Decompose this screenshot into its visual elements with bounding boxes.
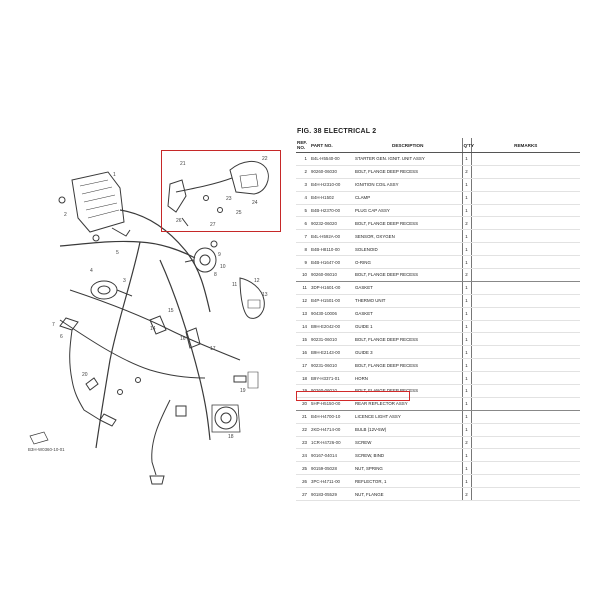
part-number: 90167-04014 xyxy=(310,449,354,462)
part-number: B9Y-H3371-01 xyxy=(310,372,354,385)
callout-25: 25 xyxy=(236,210,242,216)
callout-3: 3 xyxy=(123,278,126,284)
callout-18: 18 xyxy=(228,434,234,440)
ref-number: 21 xyxy=(296,410,310,423)
quantity: 1 xyxy=(462,346,471,359)
remarks xyxy=(471,436,580,449)
description: IGNITION COIL ASSY xyxy=(354,178,462,191)
description: LICENCE LIGHT ASSY xyxy=(354,410,462,423)
quantity: 2 xyxy=(462,165,471,178)
description: CLAMP xyxy=(354,191,462,204)
description: SCREW, BIND xyxy=(354,449,462,462)
quantity: 1 xyxy=(462,243,471,256)
table-row xyxy=(296,346,580,359)
part-number: B4H-H2310-00 xyxy=(310,178,354,191)
table-row xyxy=(296,320,580,333)
quantity: 1 xyxy=(462,153,471,166)
remarks xyxy=(471,243,580,256)
table-row xyxy=(296,230,580,243)
callout-6: 6 xyxy=(60,334,63,340)
ref-number: 7 xyxy=(296,230,310,243)
callout-22: 22 xyxy=(262,156,268,162)
header-qty: Q'TY xyxy=(462,138,471,153)
table-row xyxy=(296,256,580,269)
quantity: 1 xyxy=(462,281,471,294)
part-number: 90260-06010 xyxy=(310,269,354,282)
diagram-highlight-box xyxy=(161,150,281,232)
table-row xyxy=(296,359,580,372)
ref-number: 22 xyxy=(296,423,310,436)
quantity: 1 xyxy=(462,462,471,475)
remarks xyxy=(471,462,580,475)
table-highlight-licence-light xyxy=(296,391,410,401)
ref-number: 20 xyxy=(296,397,310,410)
remarks xyxy=(471,256,580,269)
table-row xyxy=(296,269,580,282)
quantity: 1 xyxy=(462,333,471,346)
quantity: 1 xyxy=(462,178,471,191)
description: O-RING xyxy=(354,256,462,269)
table-row xyxy=(296,178,580,191)
description: BOLT, FLANGE DEEP RECESS xyxy=(354,165,462,178)
part-number: 90159-05028 xyxy=(310,462,354,475)
callout-27: 27 xyxy=(210,222,216,228)
ref-number: 5 xyxy=(296,204,310,217)
table-row xyxy=(296,449,580,462)
part-number: 5HP-H5150-00 xyxy=(310,397,354,410)
ref-number: 12 xyxy=(296,294,310,307)
remarks xyxy=(471,204,580,217)
remarks xyxy=(471,410,580,423)
table-row xyxy=(296,165,580,178)
table-row xyxy=(296,217,580,230)
callout-1: 1 xyxy=(113,172,116,178)
callout-11: 11 xyxy=(232,282,238,288)
table-row xyxy=(296,410,580,423)
description: PLUG CAP ASSY xyxy=(354,204,462,217)
quantity: 1 xyxy=(462,230,471,243)
description: GUIDE 1 xyxy=(354,320,462,333)
callout-5: 5 xyxy=(116,250,119,256)
callout-16: 16 xyxy=(180,336,186,342)
description: HORN xyxy=(354,372,462,385)
ref-number: 25 xyxy=(296,462,310,475)
ref-number: 19 xyxy=(296,385,310,398)
ref-number: 16 xyxy=(296,346,310,359)
description: GUIDE 3 xyxy=(354,346,462,359)
part-number: 3PC-H4711-00 xyxy=(310,475,354,488)
table-row xyxy=(296,191,580,204)
ref-number: 27 xyxy=(296,488,310,501)
callout-21: 21 xyxy=(180,161,186,167)
description: BULB (12V-5W) xyxy=(354,423,462,436)
ref-number: 6 xyxy=(296,217,310,230)
remarks xyxy=(471,488,580,501)
ref-number: 23 xyxy=(296,436,310,449)
remarks xyxy=(471,191,580,204)
callout-13: 13 xyxy=(262,292,268,298)
exploded-parts-diagram xyxy=(0,0,300,600)
ref-number: 9 xyxy=(296,256,310,269)
part-number: 90260-06030 xyxy=(310,165,354,178)
callout-17: 17 xyxy=(210,346,216,352)
table-row xyxy=(296,204,580,217)
description: BOLT, FLANGE DEEP RECESS xyxy=(354,217,462,230)
description: NUT, FLANGE xyxy=(354,488,462,501)
quantity: 2 xyxy=(462,217,471,230)
callout-8: 8 xyxy=(214,272,217,278)
quantity: 1 xyxy=(462,449,471,462)
ref-number: 13 xyxy=(296,307,310,320)
description: BOLT, FLANGE DEEP RECESS xyxy=(354,385,462,398)
description: REAR REFLECTOR ASSY xyxy=(354,397,462,410)
ref-number: 14 xyxy=(296,320,310,333)
quantity: 1 xyxy=(462,294,471,307)
part-number: 90231-06010 xyxy=(310,333,354,346)
part-number: B4H-H4700-10 xyxy=(310,410,354,423)
callout-19: 19 xyxy=(240,388,246,394)
quantity: 1 xyxy=(462,410,471,423)
description: GASKET xyxy=(354,307,462,320)
parts-table-header xyxy=(296,138,580,153)
part-number: B4B-H1647-00 xyxy=(310,256,354,269)
remarks xyxy=(471,449,580,462)
remarks xyxy=(471,333,580,346)
table-row xyxy=(296,281,580,294)
callout-20: 20 xyxy=(82,372,88,378)
callout-14: 14 xyxy=(150,326,156,332)
table-row xyxy=(296,243,580,256)
description: BOLT, FLANGE DEEP RECESS xyxy=(354,359,462,372)
part-number: 3DP-H1601-00 xyxy=(310,281,354,294)
ref-number: 1 xyxy=(296,153,310,166)
ref-number: 17 xyxy=(296,359,310,372)
ref-number: 11 xyxy=(296,281,310,294)
part-number: B9H-E2143-00 xyxy=(310,346,354,359)
quantity: 1 xyxy=(462,372,471,385)
callout-24: 24 xyxy=(252,200,258,206)
header-remarks: REMARKS xyxy=(471,138,580,153)
quantity: 1 xyxy=(462,423,471,436)
part-number: B4H-H1502 xyxy=(310,191,354,204)
remarks xyxy=(471,281,580,294)
remarks xyxy=(471,294,580,307)
description: SENSOR, OXYGEN xyxy=(354,230,462,243)
callout-23: 23 xyxy=(226,196,232,202)
callout-4: 4 xyxy=(90,268,93,274)
remarks xyxy=(471,397,580,410)
remarks xyxy=(471,372,580,385)
part-number: 90183-05529 xyxy=(310,488,354,501)
remarks xyxy=(471,475,580,488)
quantity: 1 xyxy=(462,307,471,320)
ref-number: 18 xyxy=(296,372,310,385)
quantity: 2 xyxy=(462,436,471,449)
remarks xyxy=(471,346,580,359)
remarks xyxy=(471,423,580,436)
ref-number: 24 xyxy=(296,449,310,462)
part-number: 1CR-H4726-00 xyxy=(310,436,354,449)
description: GASKET xyxy=(354,281,462,294)
callout-10: 10 xyxy=(220,264,226,270)
table-row xyxy=(296,488,580,501)
ref-number: 2 xyxy=(296,165,310,178)
quantity: 1 xyxy=(462,397,471,410)
table-row xyxy=(296,307,580,320)
remarks xyxy=(471,178,580,191)
remarks xyxy=(471,230,580,243)
quantity: 1 xyxy=(462,359,471,372)
ref-number: 4 xyxy=(296,191,310,204)
part-number: 2KD-H4714-00 xyxy=(310,423,354,436)
remarks xyxy=(471,217,580,230)
part-number: B4L-H592A-00 xyxy=(310,230,354,243)
ref-number: 3 xyxy=(296,178,310,191)
table-row xyxy=(296,423,580,436)
diagram-code: B3H-W0360-10-01 xyxy=(28,447,65,452)
description: STARTER GEN. IGNIT. UNIT ASSY xyxy=(354,153,462,166)
part-number: B4P-H1501-00 xyxy=(310,294,354,307)
remarks xyxy=(471,165,580,178)
figure-title: FIG. 38 ELECTRICAL 2 xyxy=(297,128,377,135)
table-row xyxy=(296,153,580,166)
remarks xyxy=(471,269,580,282)
part-number: B9H-E2042-00 xyxy=(310,320,354,333)
ref-number: 15 xyxy=(296,333,310,346)
quantity: 2 xyxy=(462,488,471,501)
part-number: B4B-H2370-00 xyxy=(310,204,354,217)
description: NUT, SPRING xyxy=(354,462,462,475)
description: THERMO UNIT xyxy=(354,294,462,307)
quantity: 1 xyxy=(462,256,471,269)
remarks xyxy=(471,359,580,372)
callout-2: 2 xyxy=(64,212,67,218)
ref-number: 10 xyxy=(296,269,310,282)
part-number: 90430-10006 xyxy=(310,307,354,320)
quantity: 2 xyxy=(462,269,471,282)
table-row xyxy=(296,333,580,346)
header-part: PART NO. xyxy=(310,138,354,153)
remarks xyxy=(471,385,580,398)
table-row xyxy=(296,475,580,488)
part-number: B4L-H5540-00 xyxy=(310,153,354,166)
description: SCREW xyxy=(354,436,462,449)
callout-26: 26 xyxy=(176,218,182,224)
callout-15: 15 xyxy=(168,308,174,314)
part-number: 90260-06010 xyxy=(310,385,354,398)
description: BOLT, FLANGE DEEP RECESS xyxy=(354,333,462,346)
diagram-drawing xyxy=(0,0,300,600)
description: SOLENOID xyxy=(354,243,462,256)
remarks xyxy=(471,307,580,320)
part-number: 90232-06020 xyxy=(310,217,354,230)
part-number: B4B-H8110-00 xyxy=(310,243,354,256)
part-number: 90231-06010 xyxy=(310,359,354,372)
callout-12: 12 xyxy=(254,278,260,284)
remarks xyxy=(471,153,580,166)
remarks xyxy=(471,320,580,333)
quantity: 1 xyxy=(462,385,471,398)
header-description: DESCRIPTION xyxy=(354,138,462,153)
quantity: 1 xyxy=(462,320,471,333)
quantity: 1 xyxy=(462,204,471,217)
quantity: 1 xyxy=(462,191,471,204)
description: BOLT, FLANGE DEEP RECESS xyxy=(354,269,462,282)
table-row xyxy=(296,436,580,449)
ref-number: 26 xyxy=(296,475,310,488)
quantity: 1 xyxy=(462,475,471,488)
table-row xyxy=(296,462,580,475)
ref-number: 8 xyxy=(296,243,310,256)
callout-9: 9 xyxy=(218,252,221,258)
callout-7: 7 xyxy=(52,322,55,328)
header-ref: REF. NO. xyxy=(296,138,310,153)
table-row xyxy=(296,294,580,307)
parts-table xyxy=(296,138,580,501)
description: REFLECTOR, 1 xyxy=(354,475,462,488)
table-row xyxy=(296,372,580,385)
